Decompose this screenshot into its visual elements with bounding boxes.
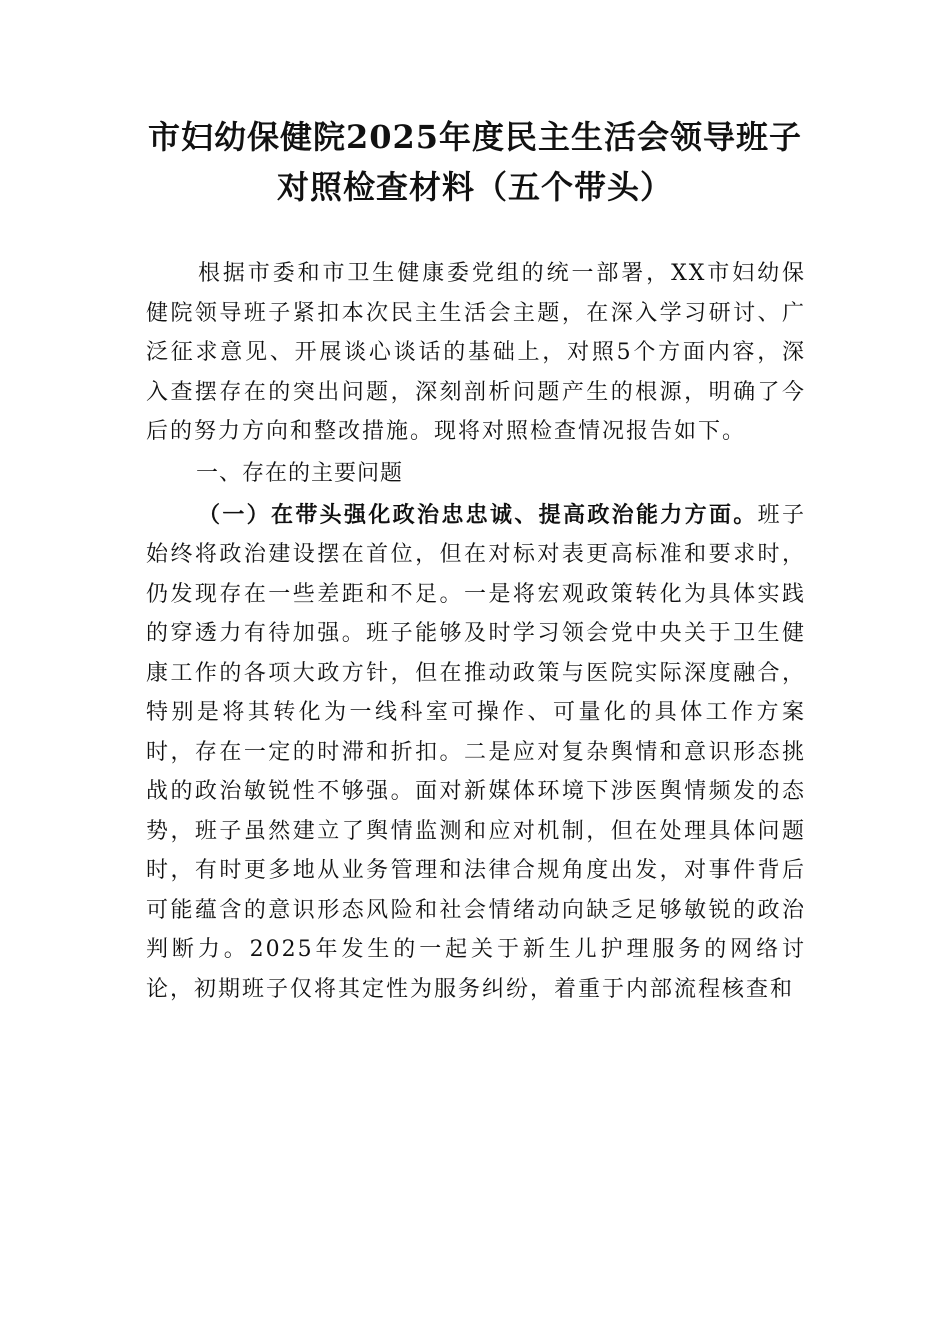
section-heading: 一、存在的主要问题 bbox=[196, 460, 404, 486]
subsection-paragraph bbox=[146, 496, 806, 1010]
intro-paragraph: 根据市委和市卫生健康委党组的统一部署，XX市妇幼保健院领导班子紧扣本次民主生活会主题，在深入学习研讨、广泛征求意见、开展谈心谈话的基础上，对照5个方面内容，深入查摆存在的突出问题，深刻剖析问题产生的根源，明确了今后的努力方向和整改措施。现将对照检查情况报告如下。 bbox=[146, 261, 806, 444]
document-title: 市妇幼保健院2025年度民主生活会领导班子对照检查材料（五个带头） bbox=[147, 118, 803, 206]
document-body bbox=[146, 254, 806, 1009]
subsection-heading: （一）在带头强化政治忠忠诚、提高政治能力方面。 bbox=[198, 501, 758, 528]
subsection-body: 班子始终将政治建设摆在首位，但在对标对表更高标准和要求时，仍发现存在一些差距和不足。一是将宏观政策转化为具体实践的穿透力有待加强。班子能够及时学习领会党中央关于卫生健康工作的各项大政方针，但在推动政策与医院实际深度融合，特别是将其转化为一线科室可操作、可量化的具体工作方案时，存在一定的时滞和折扣。二是应对复杂舆情和意识形态挑战的政治敏锐性不够强。面对新媒体环境下涉医舆情频发的态势，班子虽然建立了舆情监测和应对机制，但在处理具体问题时，有时更多地从业务管理和法律合规角度出发，对事件背后可能蕴含的意识形态风险和社会情绪动向缺乏足够敏锐的政治判断力。2025年发生的一起关于新生儿护理服务的网络讨论，初期班子仅将其定性为服务纠纷，着重于内部流程核查和 bbox=[146, 502, 806, 1002]
